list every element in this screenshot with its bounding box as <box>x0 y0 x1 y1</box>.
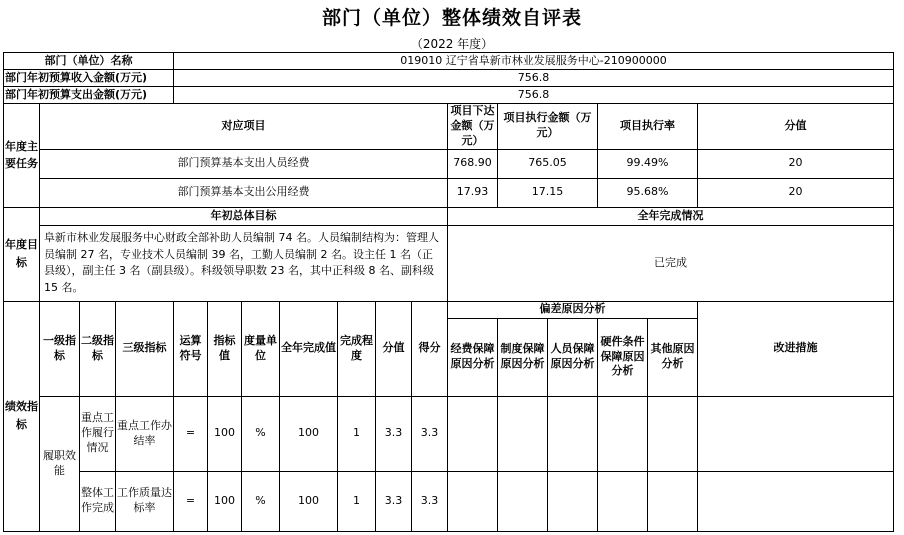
task-project: 部门预算基本支出人员经费 <box>40 149 448 178</box>
col-level1: 一级指标 <box>40 301 80 396</box>
task-rate: 95.68% <box>598 178 698 207</box>
indicators-header-row-1 <box>4 301 894 318</box>
indicator-dev-funds <box>448 471 498 531</box>
indicator-index-value: 100 <box>208 396 242 471</box>
indicator-score: 3.3 <box>412 396 448 471</box>
indicator-score-value: 3.3 <box>376 396 412 471</box>
indicator-level1: 履职效能 <box>40 396 80 531</box>
indicator-unit: % <box>242 396 280 471</box>
col-project: 对应项目 <box>40 104 448 150</box>
col-operator: 运算符号 <box>174 301 208 396</box>
col-index-value: 指标值 <box>208 301 242 396</box>
dept-expense-row <box>4 87 894 104</box>
indicator-operator: = <box>174 471 208 531</box>
col-deviation: 偏差原因分析 <box>448 301 698 318</box>
indicator-score-value: 3.3 <box>376 471 412 531</box>
report-year: （2022 年度） <box>410 37 494 51</box>
indicator-dev-hardware <box>598 396 648 471</box>
col-improvement: 改进措施 <box>698 301 894 396</box>
task-budget: 768.90 <box>448 149 498 178</box>
dept-income-value: 756.8 <box>174 70 894 87</box>
indicator-completion: 1 <box>338 396 376 471</box>
goals-side-label: 年度目标 <box>4 207 40 301</box>
indicator-dev-system <box>498 471 548 531</box>
task-row <box>4 178 894 207</box>
task-row <box>4 149 894 178</box>
indicator-dev-other <box>648 471 698 531</box>
dept-expense-value: 756.8 <box>174 87 894 104</box>
dept-name-value: 019010 辽宁省阜新市林业发展服务中心-210900000 <box>174 53 894 70</box>
goal-text: 阜新市林业发展服务中心财政全部补助人员编制 74 名。人员编制结构为：管理人员编制 27 名，专业技术人员编制 39 名，工勤人员编制 2 名。设主任 1 名（正县级），副主任 3 名（副县级）。科级领导职数 23 名，其中正科级 8 名、副科级 15 名。 <box>40 225 448 301</box>
col-level3: 三级指标 <box>116 301 174 396</box>
col-budget: 项目下达金额（万元） <box>448 104 498 150</box>
task-project: 部门预算基本支出公用经费 <box>40 178 448 207</box>
col-dev-hardware: 硬件条件保障原因分析 <box>598 318 648 396</box>
indicator-level3: 重点工作办结率 <box>116 396 174 471</box>
indicator-improvement <box>698 396 894 471</box>
dept-income-row <box>4 70 894 87</box>
col-score-value: 分值 <box>698 104 894 150</box>
indicator-completion: 1 <box>338 471 376 531</box>
indicator-row <box>4 396 894 471</box>
indicator-row <box>4 471 894 531</box>
col-score: 得分 <box>412 301 448 396</box>
tasks-header-row <box>4 104 894 150</box>
indicator-dev-system <box>498 396 548 471</box>
col-completion: 全年完成情况 <box>448 207 894 225</box>
goals-header-row <box>4 207 894 225</box>
col-level2: 二级指标 <box>80 301 116 396</box>
indicator-dev-personnel <box>548 396 598 471</box>
col-goal: 年初总体目标 <box>40 207 448 225</box>
indicator-level2: 整体工作完成 <box>80 471 116 531</box>
indicator-dev-other <box>648 396 698 471</box>
tasks-side-label: 年度主要任务 <box>4 104 40 208</box>
dept-expense-label: 部门年初预算支出金额(万元) <box>4 87 174 104</box>
page-title: 部门（单位）整体绩效自评表 <box>321 7 582 29</box>
dept-name-label: 部门（单位）名称 <box>4 53 174 70</box>
indicator-dev-personnel <box>548 471 598 531</box>
task-exec: 17.15 <box>498 178 598 207</box>
indicators-side-label: 绩效指标 <box>4 301 40 531</box>
col-dev-funds: 经费保障原因分析 <box>448 318 498 396</box>
indicator-annual-value: 100 <box>280 396 338 471</box>
col-completion-degree: 完成程度 <box>338 301 376 396</box>
col-rate: 项目执行率 <box>598 104 698 150</box>
col-dev-system: 制度保障原因分析 <box>498 318 548 396</box>
completion-text: 已完成 <box>448 225 894 301</box>
evaluation-table <box>3 52 894 532</box>
indicator-unit: % <box>242 471 280 531</box>
task-value: 20 <box>698 178 894 207</box>
indicator-annual-value: 100 <box>280 471 338 531</box>
task-budget: 17.93 <box>448 178 498 207</box>
col-score-value: 分值 <box>376 301 412 396</box>
col-unit: 度量单位 <box>242 301 280 396</box>
indicator-dev-funds <box>448 396 498 471</box>
task-value: 20 <box>698 149 894 178</box>
col-annual-value: 全年完成值 <box>280 301 338 396</box>
task-rate: 99.49% <box>598 149 698 178</box>
task-exec: 765.05 <box>498 149 598 178</box>
indicator-level3: 工作质量达标率 <box>116 471 174 531</box>
indicator-improvement <box>698 471 894 531</box>
col-dev-personnel: 人员保障原因分析 <box>548 318 598 396</box>
goals-content-row <box>4 225 894 301</box>
indicator-index-value: 100 <box>208 471 242 531</box>
dept-name-row <box>4 53 894 70</box>
indicator-level2: 重点工作履行情况 <box>80 396 116 471</box>
indicator-operator: = <box>174 396 208 471</box>
indicator-dev-hardware <box>598 471 648 531</box>
col-dev-other: 其他原因分析 <box>648 318 698 396</box>
dept-income-label: 部门年初预算收入金额(万元) <box>4 70 174 87</box>
col-exec: 项目执行金额（万元） <box>498 104 598 150</box>
indicator-score: 3.3 <box>412 471 448 531</box>
